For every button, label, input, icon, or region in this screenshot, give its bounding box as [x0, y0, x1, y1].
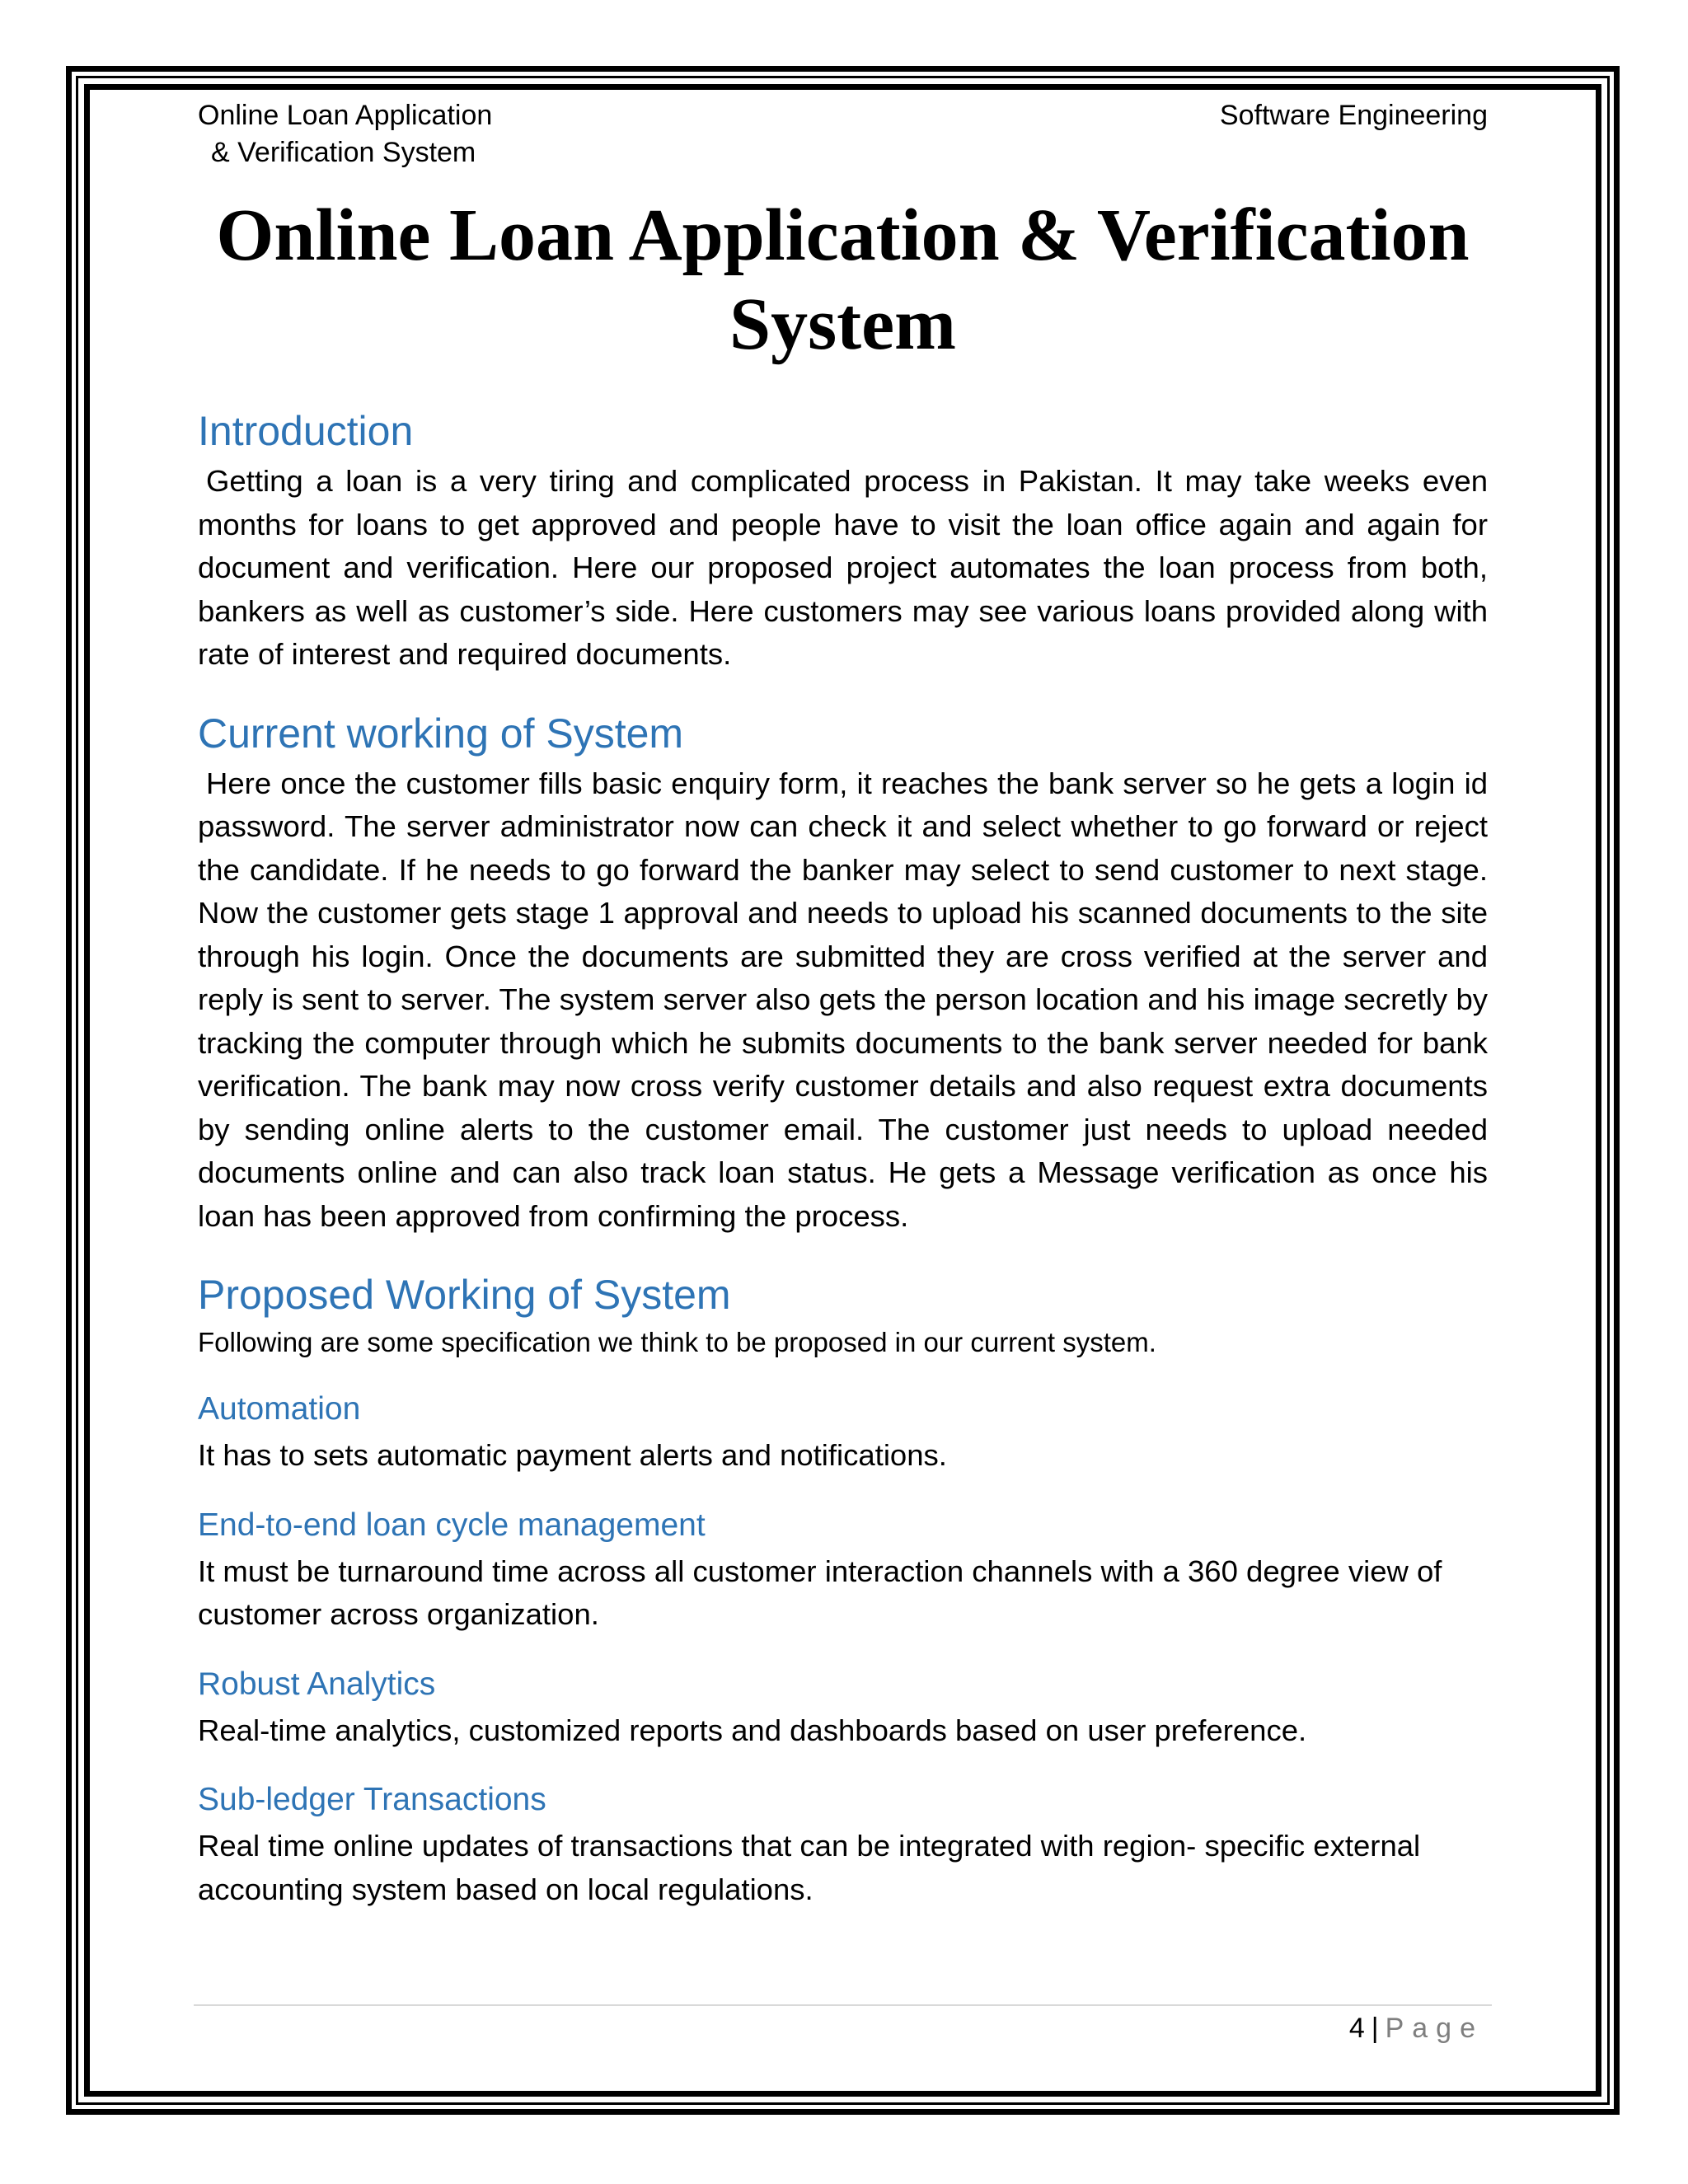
document-page — [198, 97, 1488, 1911]
page-footer — [1349, 2009, 1484, 2047]
introduction-heading: Introduction — [198, 408, 414, 454]
introduction-paragraph: Getting a loan is a very tiring and complicated process in Pakistan. It may take weeks even months for loans to get approved and people have to visit the loan office again and again for document and verification. Here our proposed project automates the loan process from both, bankers as well as customer’s side. Here customers may see various loans provided along with rate of interest and required documents. — [198, 464, 1488, 671]
robust-analytics-heading: Robust Analytics — [198, 1666, 436, 1702]
loan-cycle-heading: End-to-end loan cycle management — [198, 1507, 706, 1543]
sub-ledger-heading: Sub-ledger Transactions — [198, 1782, 546, 1817]
proposed-working-heading: Proposed Working of System — [198, 1272, 731, 1318]
header-left-line2: & Verification System — [211, 137, 476, 168]
footer-separator: | — [1371, 2013, 1379, 2044]
page-number: 4 — [1348, 2013, 1365, 2044]
automation-heading: Automation — [198, 1391, 361, 1427]
loan-cycle-paragraph: It must be turnaround time across all customer interaction channels with a 360 degree view of customer across organization. — [198, 1554, 1442, 1631]
footer-divider — [194, 2004, 1492, 2006]
running-header — [198, 97, 1488, 176]
header-left — [198, 97, 492, 171]
header-right: Software Engineering — [1219, 100, 1488, 131]
document-title-line2: System — [729, 284, 956, 365]
automation-paragraph: It has to sets automatic payment alerts and notifications. — [198, 1438, 947, 1472]
sub-ledger-paragraph: Real time online updates of transactions that can be integrated with region- specific external accounting system based on local regulations. — [198, 1829, 1421, 1906]
proposed-working-intro: Following are some specification we think to be proposed in our current system. — [198, 1327, 1156, 1357]
current-working-heading: Current working of System — [198, 710, 684, 757]
header-left-line1: Online Loan Application — [198, 100, 493, 131]
current-working-paragraph: Here once the customer fills basic enquiry form, it reaches the bank server so he gets a login id password. The server administrator now can check it and select whether to go forward or reject the candidate. If he needs to go forward the banker may select to send customer to next stage. Now the customer gets stage 1 approval and needs to upload his scanned documents to the site through his login. Once the documents are submitted they are cross verified at the server and reply is sent to server. The system server also gets the person location and his image secretly by tracking the computer through which he submits documents to the bank server needed for bank verification. The bank may now cross verify customer details and also request extra documents by sending online alerts to the customer email. The customer just needs to upload needed documents online and can also track loan status. He gets a Message verification as once his loan has been approved from confirming the process. — [198, 766, 1488, 1233]
robust-analytics-paragraph: Real-time analytics, customized reports and dashboards based on user preference. — [198, 1713, 1307, 1747]
document-title-line1: Online Loan Application & Verification — [216, 194, 1470, 276]
page-label: Page — [1385, 2013, 1484, 2044]
document-title — [198, 191, 1488, 369]
